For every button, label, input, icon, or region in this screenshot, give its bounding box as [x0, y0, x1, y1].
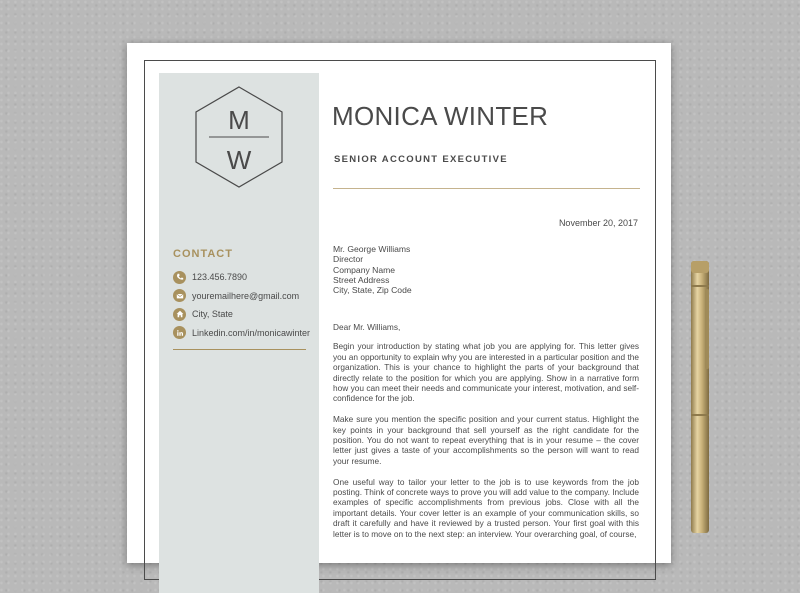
letter-date: November 20, 2017	[558, 218, 638, 228]
contact-email	[173, 287, 310, 306]
letter-greeting: Dear Mr. Williams,	[333, 322, 401, 332]
monogram-bottom-letter: W	[226, 145, 252, 175]
contact-email-text: youremailhere@gmail.com	[192, 290, 300, 301]
contact-list	[173, 268, 310, 342]
contact-phone-text: 123.456.7890	[192, 272, 248, 283]
recipient-company: Company Name	[333, 264, 396, 275]
resume-paper	[127, 43, 671, 563]
contact-divider	[173, 349, 306, 350]
recipient-name: Mr. George Williams	[333, 244, 411, 254]
monogram-hexagon	[193, 85, 285, 189]
monogram-top-letter: M	[228, 105, 250, 135]
contact-location-text: City, State	[192, 309, 233, 320]
contact-heading: CONTACT	[173, 248, 233, 260]
recipient-city: City, State, Zip Code	[333, 285, 412, 296]
header-divider	[333, 188, 640, 189]
phone-icon	[173, 271, 186, 284]
linkedin-icon	[173, 326, 186, 339]
contact-linkedin	[173, 324, 310, 343]
home-icon	[173, 308, 186, 321]
recipient-street: Street Address	[333, 274, 390, 285]
email-icon	[173, 289, 186, 302]
pen-image	[688, 259, 712, 533]
contact-linkedin-text: Linkedin.com/in/monicawinter	[192, 327, 311, 338]
letter-paragraph: Begin your introduction by stating what job you are applying for. This letter gives you an opportunity to explain why you are interested in a particular position and the organization. This is your chance to highlight the parts of your background that directly relate to the position for which you are applying. Show in a narrative form how you can meet their needs and communicate your interest, motivation, and self-confidence for the job.	[333, 341, 639, 404]
contact-phone	[173, 268, 310, 287]
letter-paragraph: One useful way to tailor your letter to the job is to use keywords from the job posting. Think of concrete ways to prove you will add value to the company. Include examples of specific accomplishments from previous jobs. Close with all the important details. Your cover letter is an example of your communication skills, so draft it carefully and have it reviewed by a trusted person. Your first goal with this letter is to move on to the next step: an interview. Your overarching goal, of course,	[333, 476, 639, 539]
contact-location	[173, 305, 310, 324]
recipient-address	[333, 244, 412, 295]
letter-paragraph: Make sure you mention the specific position and your current status. Highlight the key points in your background that sell yourself as the right candidate for the position. You do not want to repeat everything that is in your resume – the cover letter just gives a taste of your accomplishments so the person will want to read your resume.	[333, 414, 639, 466]
recipient-position: Director	[333, 254, 364, 265]
letter-body	[333, 322, 639, 549]
job-title: SENIOR ACCOUNT EXECUTIVE	[334, 154, 508, 165]
applicant-name: MONICA WINTER	[332, 101, 549, 131]
sidebar	[159, 73, 319, 593]
